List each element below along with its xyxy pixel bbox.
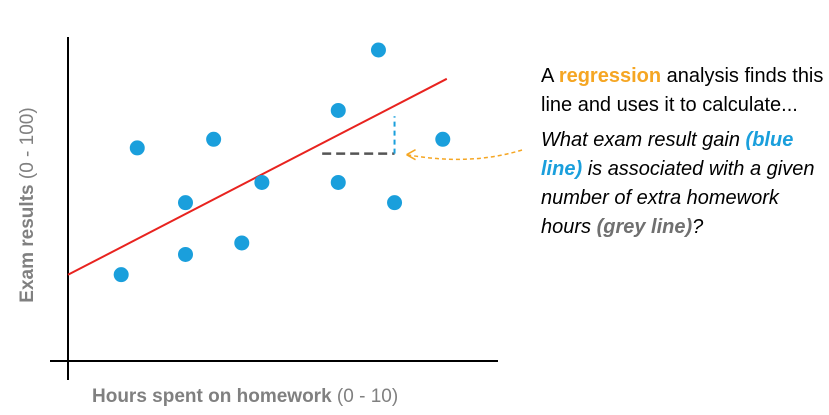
annotation-question <box>541 126 829 242</box>
question-part1: What exam result gain <box>541 129 740 151</box>
data-point <box>178 195 193 210</box>
annotation-arrowhead <box>407 150 416 160</box>
annotation-text <box>541 62 829 242</box>
grey-line-term: (grey line) <box>596 216 693 238</box>
regression-keyword: regression <box>558 65 662 87</box>
data-point <box>331 103 346 118</box>
y-axis-label-range: (0 - 100) <box>17 107 38 180</box>
data-point <box>331 175 346 190</box>
x-axis-label-bold: Hours spent on homework <box>92 386 332 407</box>
chart-marks <box>68 43 522 283</box>
y-axis-label <box>17 107 39 302</box>
annotation-arrow <box>407 150 522 159</box>
data-point <box>387 195 402 210</box>
annotation-suffix: analysis finds this line and uses it to calculate... <box>541 65 824 116</box>
data-point <box>206 132 221 147</box>
question-end: ? <box>692 216 704 238</box>
data-point <box>178 247 193 262</box>
x-axis-label-range: (0 - 10) <box>336 386 399 407</box>
annotation-prefix: A <box>541 65 554 87</box>
x-axis-label <box>92 386 398 408</box>
data-point <box>435 132 450 147</box>
data-point <box>114 267 129 282</box>
question-part2: is associated with a given number of extra homework hours <box>541 158 815 238</box>
data-point <box>234 235 249 250</box>
y-axis-label-wrap <box>8 60 48 350</box>
blue-line-term: (blue line) <box>541 129 794 180</box>
data-point <box>254 175 269 190</box>
data-point <box>130 140 145 155</box>
annotation-intro <box>541 62 829 120</box>
y-axis-label-bold: Exam results <box>17 184 38 303</box>
data-point <box>371 43 386 58</box>
